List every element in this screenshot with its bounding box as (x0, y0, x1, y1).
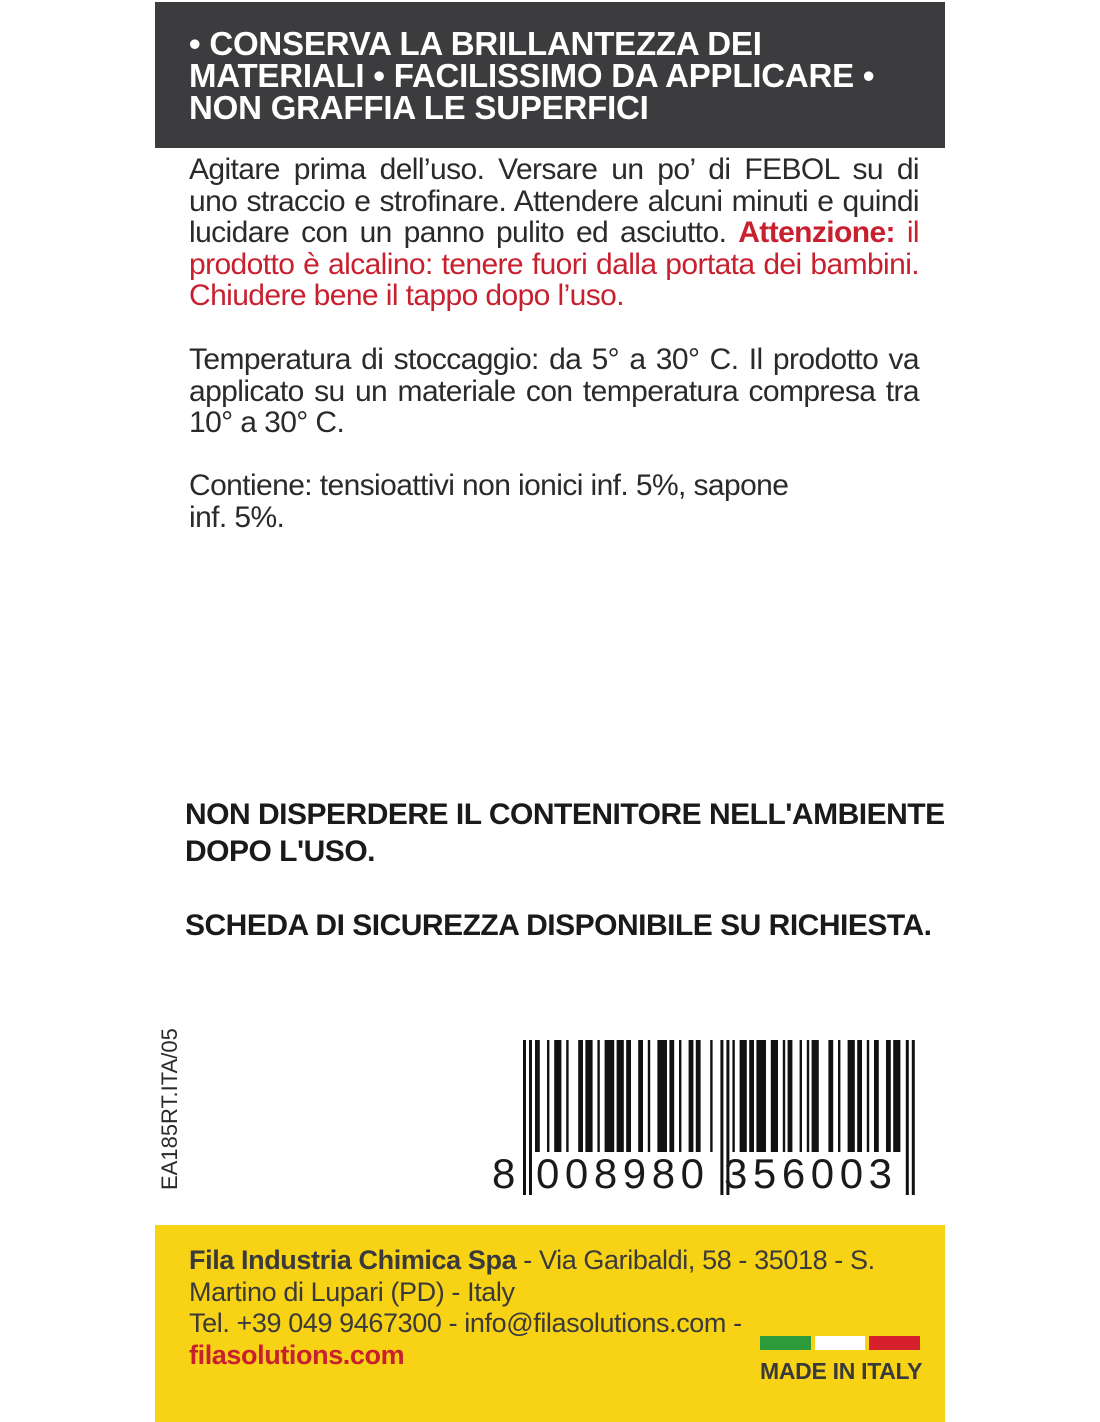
product-label (155, 0, 945, 1422)
company-name: Fila Industria Chimica Spa (189, 1245, 517, 1275)
barcode-group-1: 008980 (536, 1150, 704, 1197)
barcode-bar (886, 1040, 891, 1152)
italian-flag-icon (760, 1336, 920, 1350)
barcode (490, 1038, 925, 1198)
barcode-bar (535, 1040, 540, 1152)
barcode-bar (617, 1040, 624, 1152)
barcode-bar (689, 1040, 694, 1152)
barcode-bar (756, 1040, 766, 1152)
made-in-italy: MADE IN ITALY (760, 1358, 923, 1384)
usage-text: Agitare prima dell’uso. Versare un po’ di FEBOL su di uno straccio e strofinare. Attendere alcuni minuti e quindi lucidare con un panno pulito ed asciutto. (189, 153, 919, 249)
barcode-bar (597, 1040, 599, 1152)
barcode-bar (529, 1040, 532, 1195)
contents-info: Contiene: tensioattivi non ionici inf. 5%, sapone inf. 5%. (189, 469, 789, 534)
website-link[interactable]: filasolutions.com (189, 1339, 405, 1370)
barcode-bar (740, 1040, 747, 1152)
company-address: - Via Garibaldi, 58 - 35018 - S. Martino di Lupari (PD) - Italy (189, 1245, 875, 1307)
barcode-bar (732, 1040, 734, 1152)
barcode-bar (669, 1040, 674, 1152)
safety-sheet-notice: SCHEDA DI SICUREZZA DISPONIBILE SU RICHIESTA. (185, 909, 932, 942)
company-contact: Tel. +39 049 9467300 - info@filasolutions.com - (189, 1308, 742, 1338)
barcode-lead-digit: 8 (492, 1150, 516, 1197)
barcode-bar (783, 1040, 785, 1152)
barcode-group-2: 356003 (724, 1150, 892, 1197)
barcode-bar (648, 1040, 650, 1152)
company-info (189, 1245, 889, 1371)
disposal-notice: NON DISPERDERE IL CONTENITORE NELL'AMBIENTE DOPO L'USO. (185, 798, 945, 868)
barcode-bar (857, 1040, 862, 1152)
barcode-bar (800, 1040, 802, 1152)
barcode-bar (657, 1040, 667, 1152)
barcode-bar (696, 1040, 701, 1152)
usage-instructions (189, 154, 919, 312)
barcode-bar (547, 1040, 549, 1152)
barcode-bar (906, 1040, 909, 1195)
barcode-bar (523, 1040, 526, 1195)
claims-banner (155, 2, 945, 148)
barcode-bar (828, 1040, 833, 1152)
barcode-bar (710, 1040, 712, 1152)
barcode-bar (605, 1040, 615, 1152)
barcode-bar (807, 1040, 809, 1152)
barcode-bar (638, 1040, 643, 1152)
barcode-bar (912, 1040, 915, 1195)
warning-text: il prodotto è alcalino: tenere fuori dalla portata dei bambini. Chiudere bene il tappo dopo l’uso. (189, 216, 919, 312)
barcode-bar (893, 1040, 900, 1152)
barcode-bar (566, 1040, 568, 1152)
storage-info: Temperatura di stoccaggio: da 5° a 30° C. Il prodotto va applicato su un materiale con temperatura compresa tra 10° a 30° C. (189, 343, 919, 439)
barcode-bar (838, 1040, 840, 1152)
barcode-bar (874, 1040, 879, 1152)
claims-text: • CONSERVA LA BRILLANTEZZA DEI MATERIALI • FACILISSIMO DA APPLICARE • NON GRAFFIA LE SUPERFICI (189, 25, 875, 126)
barcode-graphic (490, 1038, 925, 1198)
barcode-bar (848, 1040, 855, 1152)
flag-white-stripe (815, 1336, 866, 1350)
barcode-bar (554, 1040, 561, 1152)
footer (155, 1225, 945, 1422)
barcode-bar (720, 1040, 723, 1195)
barcode-bar (749, 1040, 754, 1152)
barcode-bar (771, 1040, 778, 1152)
barcode-bar (867, 1040, 869, 1152)
barcode-bar (578, 1040, 583, 1152)
product-code: EA185RT.ITA/05 (157, 1028, 182, 1190)
barcode-bar (585, 1040, 592, 1152)
warning-label: Attenzione: (738, 216, 895, 249)
barcode-bar (812, 1040, 819, 1152)
barcode-bar (626, 1040, 631, 1152)
barcode-bar (679, 1040, 681, 1152)
flag-red-stripe (869, 1336, 920, 1350)
flag-green-stripe (760, 1336, 811, 1350)
barcode-bar (788, 1040, 793, 1152)
